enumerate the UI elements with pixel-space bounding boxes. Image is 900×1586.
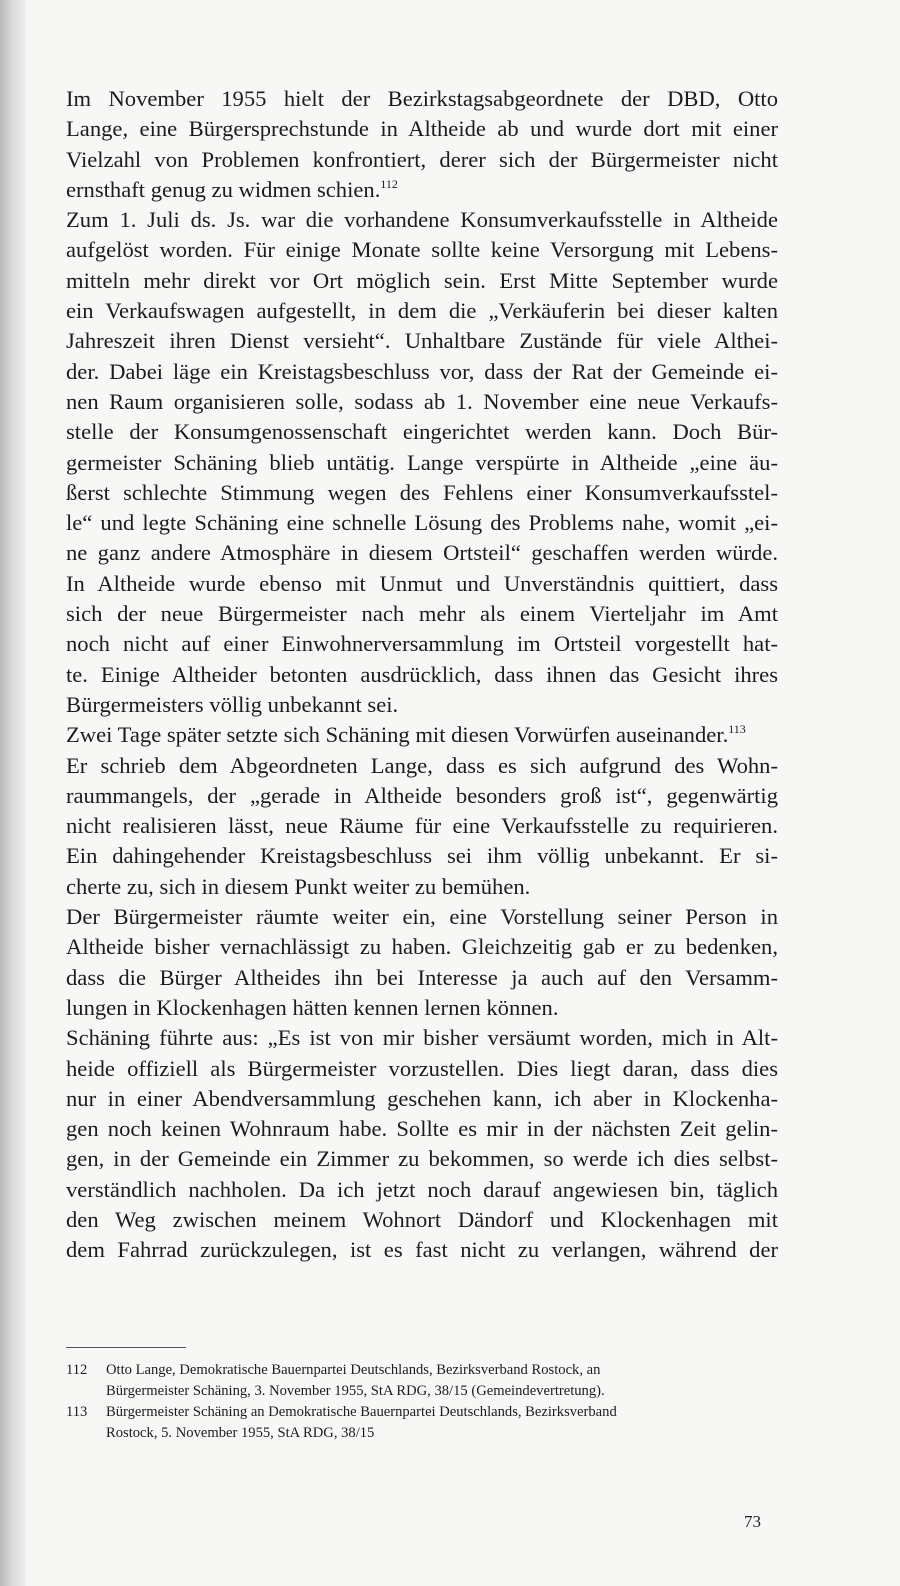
text-line: Ein dahingehender Kreistagsbeschluss sei ihm völlig unbekannt. Er si- — [66, 843, 778, 869]
text-fragment: Zwei Tage später setzte sich Schäning mit diesen Vorwürfen auseinander. — [66, 722, 729, 748]
text-line: le“ und legte Schäning eine schnelle Lösung des Problems nahe, womit „ei- — [66, 510, 778, 536]
text-line: nen Raum organisieren solle, sodass ab 1. November eine neue Verkaufs- — [66, 388, 778, 414]
text-line: Vielzahl von Problemen konfrontiert, derer sich der Bürgermeister nicht — [66, 146, 778, 172]
footnote-line: Bürgermeister Schäning, 3. November 1955, StA RDG, 38/15 (Gemeindevertretung). — [106, 1383, 605, 1399]
footnote-line: Bürgermeister Schäning an Demokratische Bauernpartei Deutschlands, Bezirksverband — [106, 1404, 617, 1420]
text-line: den Weg zwischen meinem Wohnort Dändorf und Klockenhagen mit — [66, 1206, 778, 1232]
text-line: In Altheide wurde ebenso mit Unmut und Unverständnis quittiert, dass — [66, 570, 778, 596]
text-line: Jahreszeit ihren Dienst versieht“. Unhaltbare Zustände für viele Althei- — [66, 328, 778, 354]
text-line: Bürgermeisters völlig unbekannt sei. — [66, 691, 399, 717]
binding-shadow — [0, 0, 26, 1586]
text-line: Er schrieb dem Abgeordneten Lange, dass es sich aufgrund des Wohn- — [66, 752, 778, 778]
text-line: gen noch keinen Wohnraum habe. Sollte es mir in der nächsten Zeit gelin- — [66, 1116, 778, 1142]
page-number: 73 — [744, 1512, 761, 1531]
text-line: nicht realisieren lässt, neue Räume für eine Verkaufsstelle zu requirieren. — [66, 813, 778, 839]
text-line: dass die Bürger Altheides ihn bei Interesse ja auch auf den Versamm- — [66, 964, 778, 990]
text-line: verständlich nachholen. Da ich jetzt noch darauf angewiesen bin, täglich — [66, 1176, 778, 1202]
main-text — [66, 84, 778, 1266]
text-line: Zum 1. Juli ds. Js. war die vorhandene Konsumverkaufsstelle in Altheide — [66, 207, 778, 233]
text-line: nur in einer Abendversammlung geschehen kann, ich aber in Klockenha- — [66, 1085, 778, 1111]
footnotes — [66, 1360, 778, 1444]
text-line: cherte zu, sich in diesem Punkt weiter zu bemühen. — [66, 873, 531, 899]
text-line: aufgelöst worden. Für einige Monate sollte keine Versorgung mit Lebens- — [66, 237, 778, 263]
text-line: gen, in der Gemeinde ein Zimmer zu bekommen, so werde ich dies selbst- — [66, 1146, 778, 1172]
footnote-text — [106, 1402, 778, 1444]
text-line: ßerst schlechte Stimmung wegen des Fehlens einer Konsumverkaufsstel- — [66, 479, 778, 505]
paragraph-5 — [66, 902, 778, 1023]
paragraph-3 — [66, 720, 778, 750]
text-line: germeister Schäning blieb untätig. Lange verspürte in Altheide „eine äu- — [66, 449, 778, 475]
footnote-divider — [66, 1347, 186, 1348]
text-line — [66, 720, 778, 750]
text-line: raummangels, der „gerade in Altheide besonders groß ist“, gegenwärtig — [66, 782, 778, 808]
paragraph-1 — [66, 84, 778, 205]
text-line: ne ganz andere Atmosphäre in diesem Ortsteil“ geschaffen werden würde. — [66, 540, 778, 566]
footnote-line: Otto Lange, Demokratische Bauernpartei Deutschlands, Bezirksverband Rostock, an — [106, 1362, 601, 1378]
paragraph-6 — [66, 1023, 778, 1265]
text-fragment: ernsthaft genug zu widmen schien. — [66, 176, 381, 202]
text-line: Altheide bisher vernachlässigt zu haben. Gleichzeitig gab er zu bedenken, — [66, 934, 778, 960]
text-line: sich der neue Bürgermeister nach mehr als einem Vierteljahr im Amt — [66, 601, 778, 627]
text-line: lungen in Klockenhagen hätten kennen lernen können. — [66, 994, 559, 1020]
paragraph-4 — [66, 751, 778, 902]
text-line: Der Bürgermeister räumte weiter ein, eine Vorstellung seiner Person in — [66, 904, 778, 930]
footnote-113 — [66, 1402, 778, 1444]
footnote-ref-113: 113 — [728, 722, 746, 737]
text-line — [66, 175, 778, 205]
text-line: mitteln mehr direkt vor Ort möglich sein. Erst Mitte September wurde — [66, 267, 778, 293]
footnote-text — [106, 1360, 778, 1402]
text-line: Lange, eine Bürgersprechstunde in Altheide ab und wurde dort mit einer — [66, 116, 778, 142]
text-line: Schäning führte aus: „Es ist von mir bisher versäumt worden, mich in Alt- — [66, 1025, 778, 1051]
text-line: dem Fahrrad zurückzulegen, ist es fast nicht zu verlangen, während der — [66, 1237, 778, 1263]
text-line: stelle der Konsumgenossenschaft eingerichtet werden kann. Doch Bür- — [66, 419, 778, 445]
footnote-number: 113 — [66, 1404, 88, 1420]
text-line: noch nicht auf einer Einwohnerversammlung im Ortsteil vorgestellt hat- — [66, 631, 778, 657]
text-line: heide offiziell als Bürgermeister vorzustellen. Dies liegt daran, dass dies — [66, 1055, 778, 1081]
text-line: Im November 1955 hielt der Bezirkstagsabgeordnete der DBD, Otto — [66, 86, 778, 111]
footnote-number: 112 — [66, 1362, 88, 1378]
paragraph-2 — [66, 205, 778, 720]
footnote-line: Rostock, 5. November 1955, StA RDG, 38/15 — [106, 1425, 375, 1441]
text-line: ein Verkaufswagen aufgestellt, in dem die „Verkäuferin bei dieser kalten — [66, 298, 778, 324]
footnote-ref-112: 112 — [380, 176, 398, 191]
text-line: der. Dabei läge ein Kreistagsbeschluss vor, dass der Rat der Gemeinde ei- — [66, 358, 778, 384]
footnote-112 — [66, 1360, 778, 1402]
text-line: te. Einige Altheider betonten ausdrücklich, dass ihnen das Gesicht ihres — [66, 661, 778, 687]
